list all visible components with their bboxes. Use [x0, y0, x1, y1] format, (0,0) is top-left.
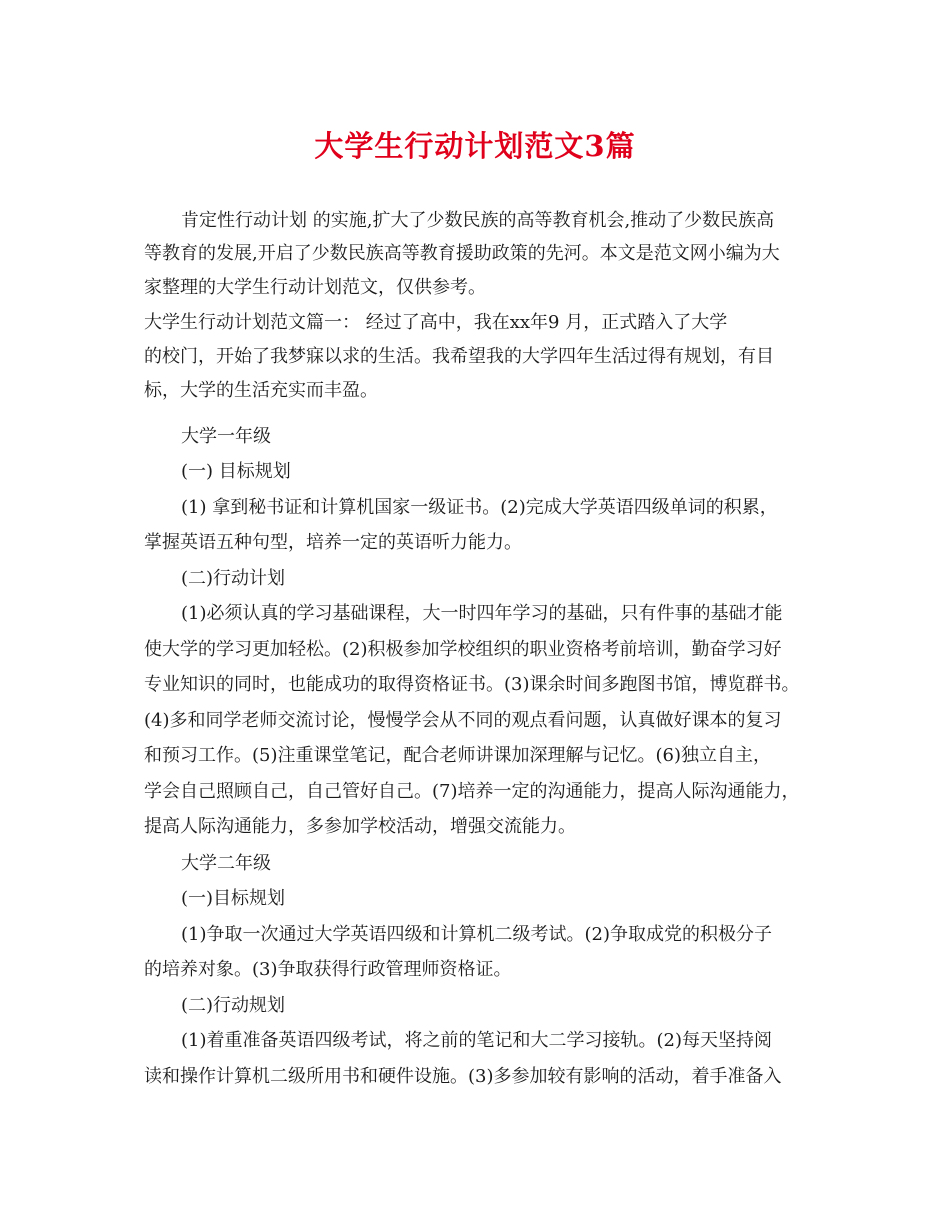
document-title: 大学生行动计划范文3篇: [314, 129, 636, 163]
body-line-18: 提高人际沟通能力，多参加学校活动，增强交流能力。: [144, 816, 576, 837]
body-line-14: 专业知识的同时，也能成功的取得资格证书。(3)课余时间多跑图书馆，博览群书。: [144, 674, 800, 695]
body-line-25: 读和操作计算机二级所用书和硬件设施。(3)多参加较有影响的活动，着手准备入: [144, 1066, 782, 1087]
body-line-5: 的校门，开始了我梦寐以求的生活。我希望我的大学四年生活过得有规划，有目: [144, 346, 774, 367]
body-line-9: (1) 拿到秘书证和计算机国家一级证书。(2)完成大学英语四级单词的积累，: [181, 497, 778, 518]
body-line-21: (1)争取一次通过大学英语四级和计算机二级考试。(2)争取成党的积极分子: [181, 924, 772, 945]
body-line-2: 等教育的发展,开启了少数民族高等教育援助政策的先河。本文是范文网小编为大: [144, 243, 780, 264]
body-line-6: 标，大学的生活充实而丰盈。: [144, 380, 378, 401]
body-line-3: 家整理的大学生行动计划范文，仅供参考。: [144, 277, 486, 298]
body-line-13: 使大学的学习更加轻松。(2)积极参加学校组织的职业资格考前培训，勤奋学习好: [144, 639, 782, 660]
subheading-action-1: (二)行动计划: [181, 568, 286, 589]
body-line-1: 肯定性行动计划 的实施,扩大了少数民族的高等教育机会,推动了少数民族高: [181, 210, 775, 231]
section-heading-year1: 大学一年级: [181, 426, 271, 447]
body-line-16: 和预习工作。(5)注重课堂笔记，配合老师讲课加深理解与记忆。(6)独立自主，: [144, 745, 771, 766]
subheading-goal-2: (一)目标规划: [181, 888, 286, 909]
subheading-action-2: (二)行动规划: [181, 995, 286, 1016]
body-line-4: 大学生行动计划范文篇一： 经过了高中，我在xx年9 月，正式踏入了大学: [144, 312, 728, 333]
section-heading-year2: 大学二年级: [181, 853, 271, 874]
body-line-17: 学会自己照顾自己，自己管好自己。(7)培养一定的沟通能力，提高人际沟通能力，: [144, 781, 800, 802]
body-line-24: (1)着重准备英语四级考试，将之前的笔记和大二学习接轨。(2)每天坚持阅: [181, 1030, 772, 1051]
body-line-10: 掌握英语五种句型，培养一定的英语听力能力。: [144, 532, 522, 553]
body-line-15: (4)多和同学老师交流讨论，慢慢学会从不同的观点看问题，认真做好课本的复习: [144, 710, 782, 731]
subheading-goal-1: (一) 目标规划: [181, 461, 291, 482]
body-line-22: 的培养对象。(3)争取获得行政管理师资格证。: [144, 959, 512, 980]
body-line-12: (1)必须认真的学习基础课程，大一时四年学习的基础，只有件事的基础才能: [181, 603, 783, 624]
